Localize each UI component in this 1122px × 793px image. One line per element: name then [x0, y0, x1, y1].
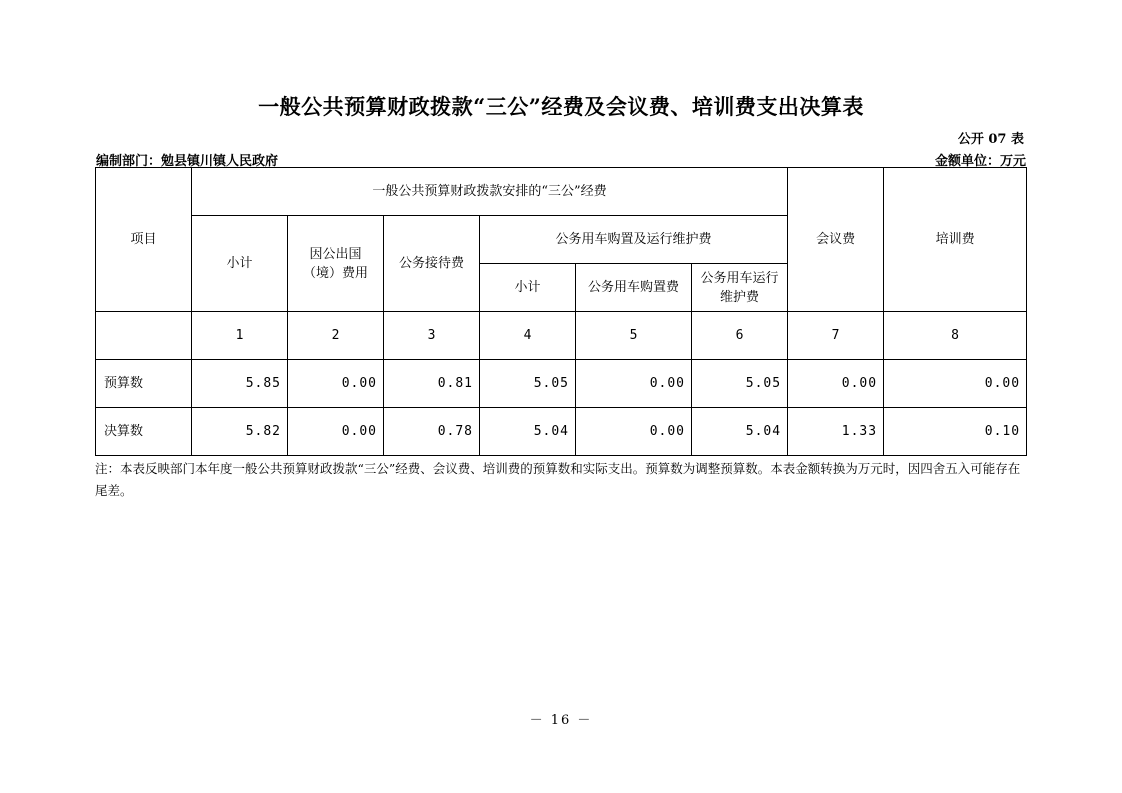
expenditure-table — [95, 167, 1027, 456]
compiling-department: 编制部门：勉县镇川镇人民政府 — [96, 154, 279, 169]
header-reception: 公务接待费 — [384, 216, 480, 312]
value-cell: 5.04 — [692, 408, 788, 456]
value-cell: 0.81 — [384, 360, 480, 408]
header-item: 项目 — [96, 168, 192, 312]
value-cell: 5.05 — [480, 360, 576, 408]
value-cell: 0.00 — [576, 360, 692, 408]
index-cell: 3 — [384, 312, 480, 360]
value-cell: 0.78 — [384, 408, 480, 456]
value-cell: 0.10 — [884, 408, 1027, 456]
header-vehicle-subtotal: 小计 — [480, 264, 576, 312]
page-title: 一般公共预算财政拨款“三公”经费及会议费、培训费支出决算表 — [258, 94, 864, 119]
header-three-public-group: 一般公共预算财政拨款安排的“三公”经费 — [192, 168, 788, 216]
value-cell: 1.33 — [788, 408, 884, 456]
value-cell: 0.00 — [788, 360, 884, 408]
index-empty — [96, 312, 192, 360]
header-vehicle-group: 公务用车购置及运行维护费 — [480, 216, 788, 264]
index-cell: 5 — [576, 312, 692, 360]
table-number: 公开 07 表 — [957, 132, 1024, 147]
value-cell: 0.00 — [288, 360, 384, 408]
index-cell: 8 — [884, 312, 1027, 360]
header-abroad: 因公出国（境）费用 — [288, 216, 384, 312]
index-cell: 7 — [788, 312, 884, 360]
index-cell: 4 — [480, 312, 576, 360]
value-cell: 5.82 — [192, 408, 288, 456]
table-row-budget — [96, 360, 1027, 408]
header-training: 培训费 — [884, 168, 1027, 312]
page-number: － 16 － — [529, 713, 593, 728]
index-cell: 1 — [192, 312, 288, 360]
value-cell: 0.00 — [288, 408, 384, 456]
header-meeting: 会议费 — [788, 168, 884, 312]
amount-unit: 金额单位：万元 — [934, 154, 1026, 169]
header-vehicle-purchase: 公务用车购置费 — [576, 264, 692, 312]
value-cell: 5.85 — [192, 360, 288, 408]
value-cell: 5.04 — [480, 408, 576, 456]
header-subtotal: 小计 — [192, 216, 288, 312]
row-label: 决算数 — [96, 408, 192, 456]
value-cell: 0.00 — [884, 360, 1027, 408]
header-vehicle-operation: 公务用车运行维护费 — [692, 264, 788, 312]
header-row-1 — [96, 168, 1027, 216]
table-row-actual — [96, 408, 1027, 456]
row-label: 预算数 — [96, 360, 192, 408]
value-cell: 0.00 — [576, 408, 692, 456]
table-note: 注：本表反映部门本年度一般公共预算财政拨款“三公”经费、会议费、培训费的预算数和实际支出。预算数为调整预算数。本表金额转换为万元时，因四舍五入可能存在尾差。 — [95, 461, 1021, 498]
index-cell: 2 — [288, 312, 384, 360]
index-row — [96, 312, 1027, 360]
value-cell: 5.05 — [692, 360, 788, 408]
index-cell: 6 — [692, 312, 788, 360]
